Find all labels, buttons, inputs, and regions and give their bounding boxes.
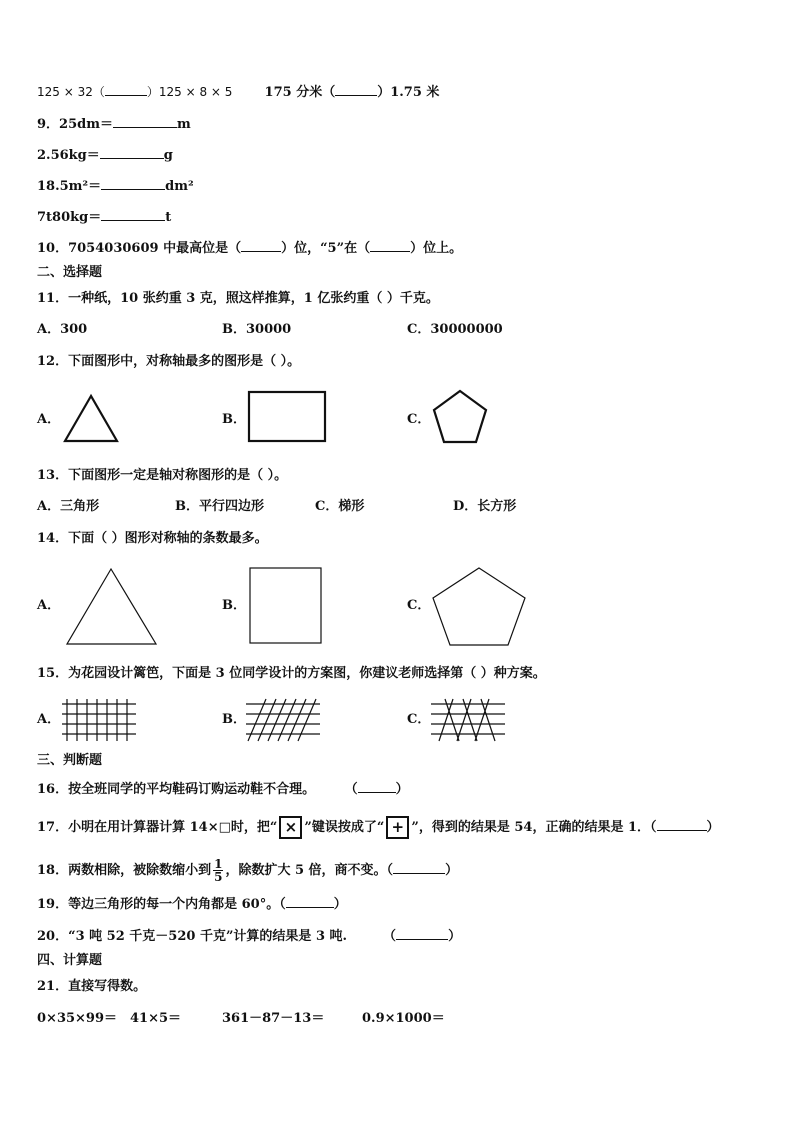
- q21-stem: 21．直接写得数。: [37, 979, 147, 994]
- section-choice-heading: 二、选择题: [37, 265, 103, 280]
- q10-text-2: ）位，“5”在（: [281, 241, 371, 256]
- q19-stem: 19．等边三角形的每一个内角都是 60°。（: [37, 897, 286, 912]
- q11-stem: 11．一种纸，10 张约重 3 克，照这样推算，1 亿张约重（ ）千克。: [37, 291, 439, 306]
- q8-blank-1[interactable]: [105, 83, 147, 96]
- q9-unit-4: t: [165, 210, 172, 225]
- q13-option-a[interactable]: A．三角形: [37, 499, 100, 514]
- q9-expr-4: 7t80kg＝: [37, 210, 102, 225]
- triangle-icon: [64, 566, 160, 648]
- q13-option-d[interactable]: D．长方形: [453, 499, 517, 514]
- q14-stem: 14．下面（ ）图形对称轴的条数最多。: [37, 531, 268, 546]
- q9-unit-3: dm²: [165, 179, 194, 194]
- q9-blank-4[interactable]: [101, 208, 165, 221]
- q16-blank[interactable]: [358, 780, 396, 793]
- slanted-fence-icon: [244, 697, 324, 743]
- section-calc-heading: 四、计算题: [37, 953, 103, 968]
- q19-blank[interactable]: [286, 895, 334, 908]
- q20-open: （: [383, 929, 397, 944]
- q21-item-4[interactable]: 0.9×1000＝: [362, 1011, 445, 1026]
- q19-row: [37, 895, 347, 913]
- q13-stem: 13．下面图形一定是轴对称图形的是（ ）。: [37, 468, 288, 483]
- q20-close: ）: [448, 929, 462, 944]
- q18-text-2: ，除数扩大 5 倍，商不变。（: [225, 863, 394, 878]
- square-icon: [248, 566, 324, 646]
- q11-option-a[interactable]: A．300: [37, 322, 88, 337]
- q17-text-1: 17．小明在用计算器计算 14×□时，把“: [37, 820, 278, 835]
- q9-unit-2: g: [163, 148, 173, 163]
- q21-item-3[interactable]: 361－87－13＝: [222, 1011, 325, 1026]
- q10-text-1: 10．7054030609 中最高位是（: [37, 241, 242, 256]
- q9-blank-1[interactable]: [113, 115, 177, 128]
- q20-stem: 20．“3 吨 52 千克－520 千克”计算的结果是 3 吨.: [37, 929, 348, 944]
- fraction-one-fifth: [213, 858, 223, 883]
- q17-blank[interactable]: [657, 818, 707, 831]
- q15-option-b[interactable]: B．: [222, 712, 246, 727]
- q10-blank-2[interactable]: [370, 239, 410, 252]
- q12-stem: 12．下面图形中，对称轴最多的图形是（ ）。: [37, 354, 301, 369]
- q18-text-1: 18．两数相除，被除数缩小到: [37, 863, 212, 878]
- q20-row: [37, 927, 461, 945]
- pentagon-icon: [430, 565, 528, 649]
- q8-length-expression: 175 分米（: [264, 85, 336, 100]
- q11-option-c[interactable]: C．30000000: [407, 322, 503, 337]
- q17-row: [37, 816, 720, 839]
- q19-close: ）: [333, 897, 347, 912]
- q16-close: ）: [395, 782, 409, 797]
- q11-option-b[interactable]: B．30000: [222, 322, 292, 337]
- q18-close: ）: [445, 863, 459, 878]
- q16-stem: 16．按全班同学的平均鞋码订购运动鞋不合理。: [37, 782, 316, 797]
- q9-line-1: [37, 115, 191, 133]
- q13-option-b[interactable]: B．平行四边形: [175, 499, 264, 514]
- rectangle-icon: [247, 390, 329, 444]
- q9-unit-1: m: [176, 117, 191, 132]
- q8-right-expression: ）125 × 8 × 5: [146, 85, 233, 99]
- q10-row: [37, 239, 462, 257]
- q15-stem: 15．为花园设计篱笆，下面是 3 位同学设计的方案图，你建议老师选择第（ ）种方案。: [37, 666, 546, 681]
- q20-blank[interactable]: [396, 927, 448, 940]
- q13-option-c[interactable]: C．梯形: [315, 499, 365, 514]
- q14-option-a[interactable]: A．: [37, 598, 61, 613]
- q14-option-b[interactable]: B．: [222, 598, 246, 613]
- q8-row: [37, 83, 439, 101]
- q17-text-3: ”，得到的结果是 54，正确的结果是 1．（: [411, 820, 657, 835]
- q9-line-3: [37, 177, 194, 195]
- q16-row: [37, 780, 409, 798]
- q10-blank-1[interactable]: [241, 239, 281, 252]
- q9-line-4: [37, 208, 171, 226]
- plus-key-icon: +: [386, 816, 409, 839]
- q17-text-2: ”键误按成了“: [304, 820, 385, 835]
- q12-option-b[interactable]: B．: [222, 412, 246, 427]
- q21-item-2[interactable]: 41×5＝: [130, 1011, 182, 1026]
- q8-left-expression: 125 × 32（: [37, 85, 105, 99]
- q15-option-c[interactable]: C．: [407, 712, 431, 727]
- pentagon-icon: [430, 388, 490, 446]
- section-judge-heading: 三、判断题: [37, 753, 103, 768]
- triangle-icon: [62, 393, 120, 445]
- q9-expr-1: 9．25dm＝: [37, 117, 113, 132]
- q17-close: ）: [706, 820, 720, 835]
- square-grid-fence-icon: [60, 697, 140, 743]
- q10-text-3: ）位上。: [410, 241, 463, 256]
- q8-length-right: ）1.75 米: [377, 85, 440, 100]
- fraction-denominator: 5: [214, 870, 223, 884]
- q18-row: [37, 858, 458, 883]
- cross-fence-icon: [429, 697, 509, 743]
- q14-option-c[interactable]: C．: [407, 598, 431, 613]
- q12-option-c[interactable]: C．: [407, 412, 431, 427]
- q9-blank-2[interactable]: [100, 146, 164, 159]
- q9-line-2: [37, 146, 173, 164]
- q9-expr-2: 2.56kg＝: [37, 148, 100, 163]
- multiply-key-icon: ×: [279, 816, 302, 839]
- q9-blank-3[interactable]: [101, 177, 165, 190]
- q12-option-a[interactable]: A．: [37, 412, 61, 427]
- q21-item-1[interactable]: 0×35×99＝: [37, 1011, 118, 1026]
- q16-open: （: [351, 782, 358, 797]
- q15-option-a[interactable]: A．: [37, 712, 61, 727]
- q8-blank-2[interactable]: [335, 83, 377, 96]
- q18-blank[interactable]: [393, 861, 445, 874]
- q9-expr-3: 18.5m²＝: [37, 179, 102, 194]
- fraction-numerator: 1: [214, 857, 223, 871]
